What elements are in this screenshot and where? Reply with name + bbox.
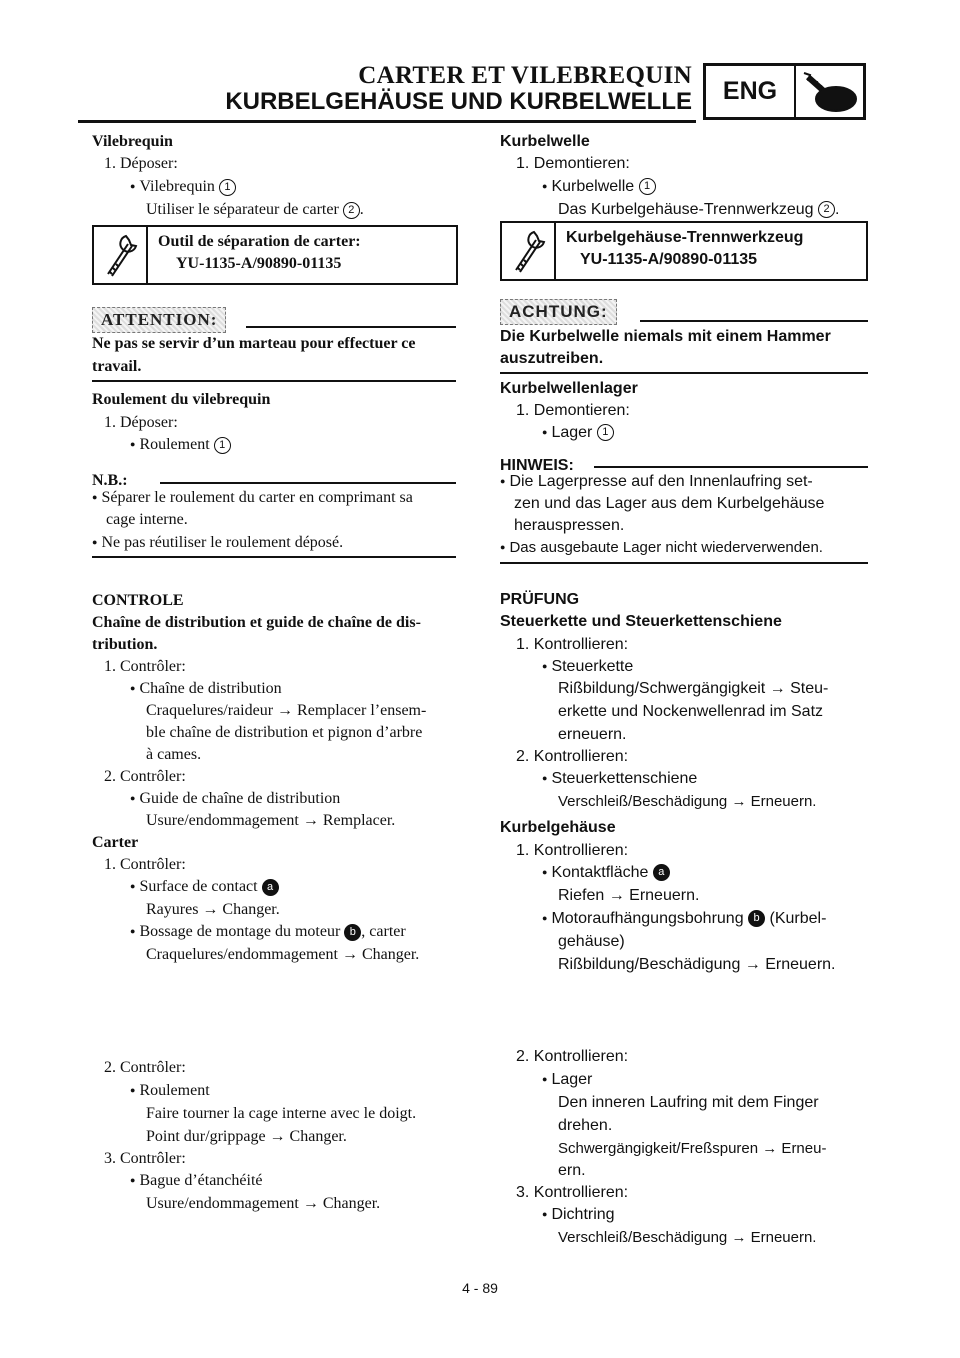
fr-list-item: ● Bague d’étanchéité [130,1170,262,1193]
divider [160,482,456,484]
fr-text: Craquelures/raideur → Remplacer l’ensem- [146,702,427,719]
fr-section-title: CONTROLE [92,592,184,609]
fr-step: 2. Contrôler: [104,1059,186,1076]
de-nb-text: herauspressen. [514,517,625,534]
fr-step: 1. Déposer: [104,414,178,431]
callout-b: b [748,910,765,927]
engine-icon [796,66,863,117]
de-list-item: ● Steuerkettenschiene [542,768,697,791]
de-tool-text: Kurbelgehäuse-Trennwerkzeug YU-1135-A/90890-01135 [566,229,804,268]
de-text: Verschleiß/Beschädigung → Erneuern. [558,793,817,810]
divider [500,562,868,564]
fr-nb-text: cage interne. [106,511,188,528]
fr-nb-bullet: ● Ne pas réutiliser le roulement déposé. [92,532,343,555]
de-chain-title: Steuerkette und Steuerkettenschiene [500,613,782,630]
fr-text: ble chaîne de distribution et pignon d’arbre [146,724,423,741]
fr-step: 1. Contrôler: [104,658,186,675]
header-title-fr: CARTER ET VILEBREQUIN [358,62,692,89]
callout-1: 1 [214,437,231,454]
fr-bearing-title: Roulement du vilebrequin [92,391,271,408]
fr-nb-label: N.B.: [92,472,128,489]
callout-2: 2 [818,201,835,218]
de-text: erneuern. [558,726,627,743]
de-section-title: PRÜFUNG [500,591,580,608]
de-tool-box [500,221,868,281]
de-carter-title: Kurbelgehäuse [500,819,616,836]
de-bearing-title: Kurbelwellenlager [500,380,638,397]
fr-attention-text: travail. [92,358,142,375]
de-attention-text: Die Kurbelwelle niemals mit einem Hammer [500,328,831,345]
de-list-item: ● Kurbelwelle 1 [542,176,656,199]
header-rule [78,120,696,123]
de-text: erkette und Nockenwellenrad im Satz [558,703,824,720]
de-step: 3. Kontrollieren: [516,1184,629,1201]
de-text: drehen. [558,1117,613,1134]
fr-text: Point dur/grippage → Changer. [146,1128,347,1145]
fr-text: Usure/endommagement → Remplacer. [146,812,396,829]
de-attention-label: ACHTUNG: [500,299,617,325]
de-text: ern. [558,1162,586,1179]
fr-text: Faire tourner la cage interne avec le doigt. [146,1105,417,1122]
de-nb-bullet: ● Die Lagerpresse auf den Innenlaufring set- [500,471,813,494]
de-list-item: ● Steuerkette [542,656,633,679]
de-nb-text: zen und das Lager aus dem Kurbelgehäuse [514,495,825,512]
de-list-item: ● Lager 1 [542,422,614,445]
wrench-icon [502,223,556,279]
fr-text: à cames. [146,746,202,763]
divider [92,556,456,558]
fr-attention-text: Ne pas se servir d’un marteau pour effectuer ce [92,335,416,352]
fr-list-item: ● Guide de chaîne de distribution [130,788,340,811]
de-crankshaft-title: Kurbelwelle [500,133,590,150]
fr-text: Craquelures/endommagement → Changer. [146,946,420,963]
section-badge-label: ENG [706,66,796,117]
fr-text: Rayures → Changer. [146,901,280,918]
divider [92,380,456,382]
de-text: gehäuse) [558,933,625,950]
fr-list-item: ● Surface de contact a [130,876,279,899]
fr-carter-title: Carter [92,834,139,851]
fr-attention-label: ATTENTION: [92,307,226,333]
de-step: 2. Kontrollieren: [516,748,629,765]
fr-step: 2. Contrôler: [104,768,186,785]
fr-chain-title: Chaîne de distribution et guide de chaîne de dis- [92,614,421,631]
de-note: Das Kurbelgehäuse-Trennwerkzeug 2 . [558,201,840,218]
de-list-item: ● Kontaktfläche a [542,862,670,885]
de-step: 2. Kontrollieren: [516,1048,629,1065]
de-list-item: ● Motoraufhängungsbohrung b (Kurbel- [542,908,826,931]
de-nb-bullet: ● Das ausgebaute Lager nicht wiederverwenden. [500,537,823,560]
fr-crankshaft-title: Vilebrequin [92,133,173,150]
de-list-item: ● Dichtring [542,1204,615,1227]
callout-a: a [262,879,279,896]
de-list-item: ● Lager [542,1069,592,1092]
fr-list-item: ● Roulement [130,1080,210,1103]
de-attention-text: auszutreiben. [500,350,604,367]
callout-b: b [344,924,361,941]
callout-1: 1 [639,178,656,195]
wrench-icon [94,227,148,283]
de-step: 1. Demontieren: [516,402,630,419]
fr-list-item: ● Roulement 1 [130,434,231,457]
callout-1: 1 [219,179,236,196]
fr-step: 1. Déposer: [104,155,178,172]
callout-2: 2 [343,202,360,219]
de-nb-label: HINWEIS: [500,457,574,474]
fr-list-item: ● Chaîne de distribution [130,678,282,701]
callout-a: a [653,864,670,881]
fr-tool-box [92,225,458,285]
de-text: Rißbildung/Beschädigung → Erneuern. [558,956,836,973]
de-text: Schwergängigkeit/Freßspuren → Erneu- [558,1140,827,1157]
fr-step: 1. Contrôler: [104,856,186,873]
fr-chain-title: tribution. [92,636,158,653]
fr-step: 3. Contrôler: [104,1150,186,1167]
de-text: Verschleiß/Beschädigung → Erneuern. [558,1229,817,1246]
divider [246,326,456,328]
header-title-de: KURBELGEHÄUSE UND KURBELWELLE [225,88,692,115]
de-text: Riefen → Erneuern. [558,887,700,904]
fr-text: Usure/endommagement → Changer. [146,1195,381,1212]
de-text: Den inneren Laufring mit dem Finger [558,1094,819,1111]
divider [500,372,868,374]
divider [640,320,868,322]
divider [594,466,868,468]
fr-list-item: ● Bossage de montage du moteur b , carter [130,921,406,944]
de-step: 1. Kontrollieren: [516,842,629,859]
de-step: 1. Kontrollieren: [516,636,629,653]
page-number: 4 - 89 [462,1280,498,1296]
fr-list-item: ● Vilebrequin 1 [130,176,236,199]
de-step: 1. Demontieren: [516,155,630,172]
de-text: Rißbildung/Schwergängigkeit → Steu- [558,680,829,697]
fr-note: Utiliser le séparateur de carter 2 . [146,201,364,218]
callout-1: 1 [597,424,614,441]
section-badge [703,63,866,120]
fr-tool-text: Outil de séparation de carter: YU-1135-A/90890-01135 [158,233,361,272]
fr-nb-bullet: ● Séparer le roulement du carter en comprimant sa [92,487,413,510]
